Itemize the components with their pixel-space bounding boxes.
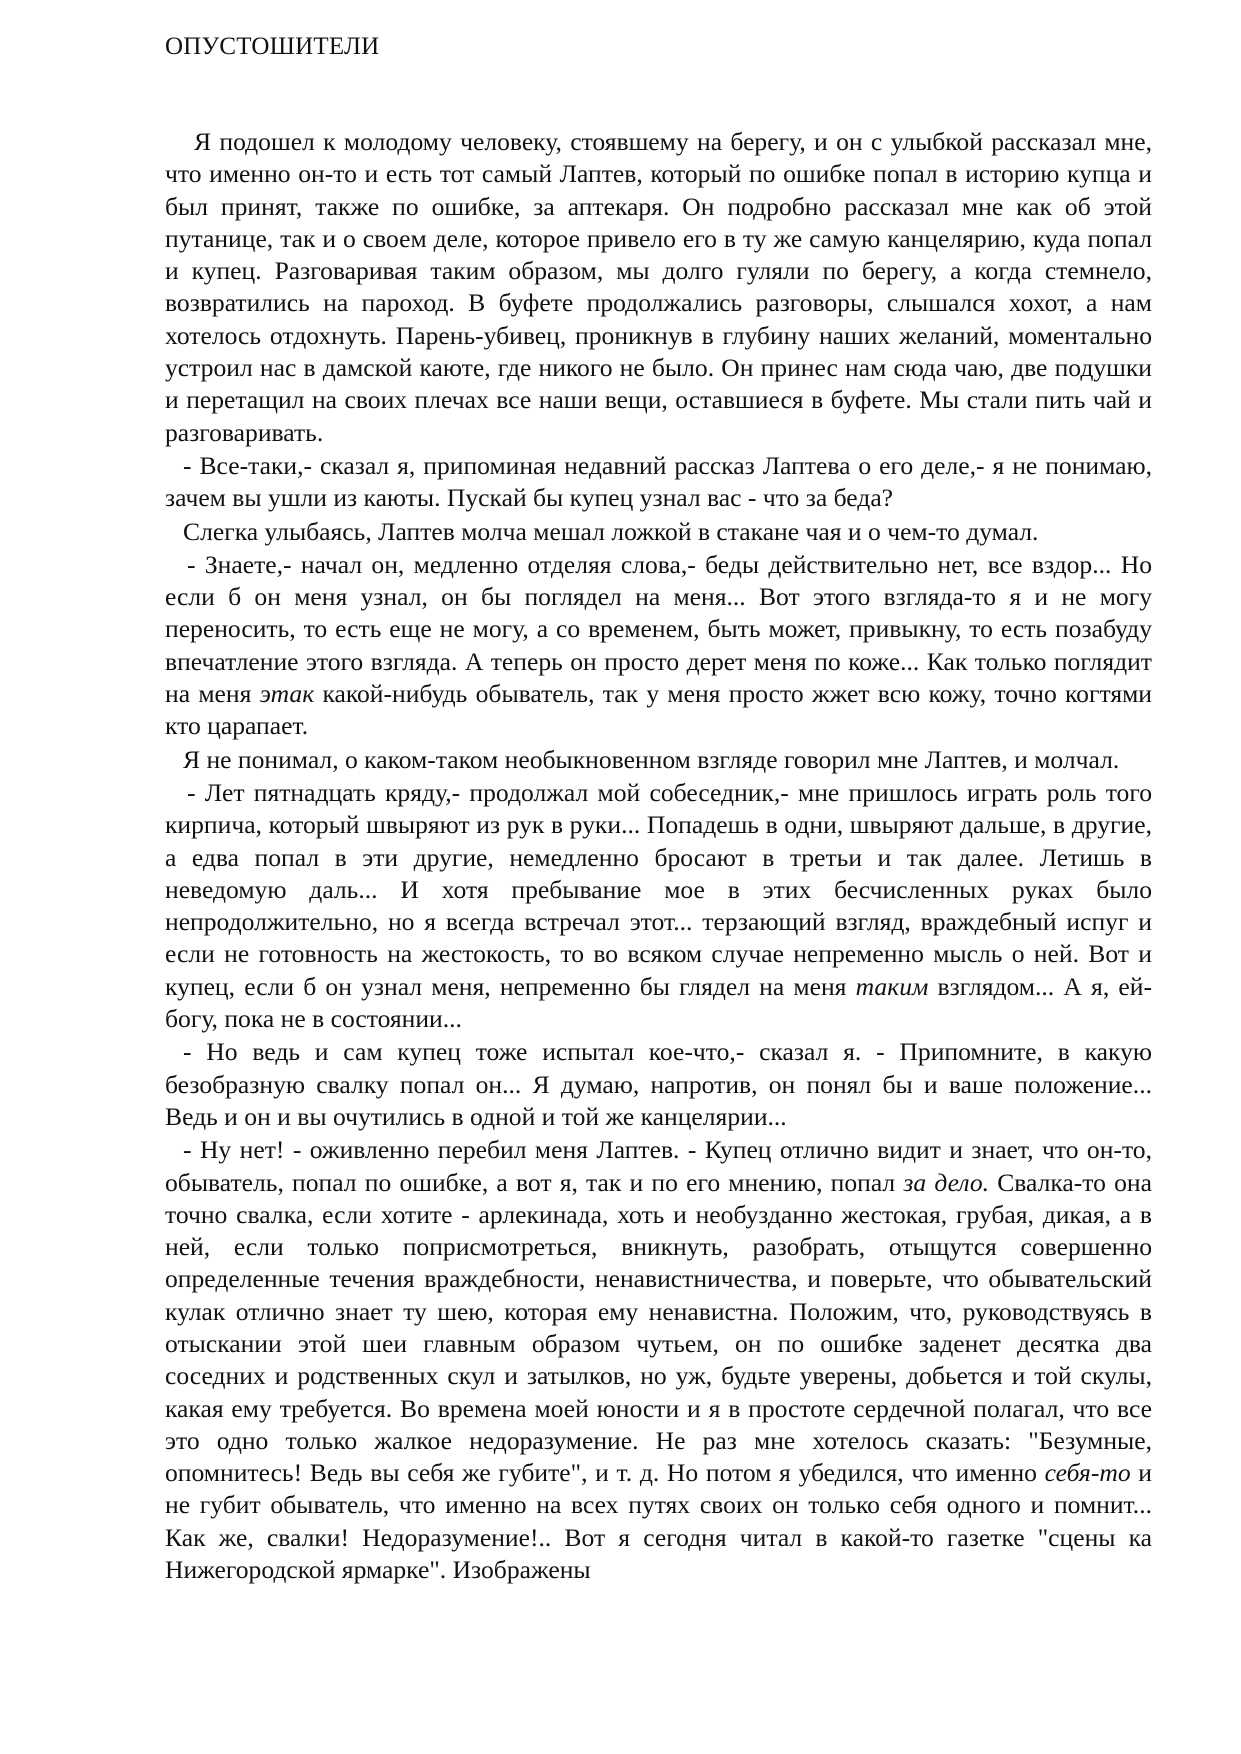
paragraph-text: - Но ведь и сам купец тоже испытал кое-что,- сказал я. - Припомните, в какую безобразную свалку попал он... Я думаю, напротив, он понял бы и ваше положение... Ведь и он и вы очутились в одной и той же канцелярии... xyxy=(165,1037,1152,1131)
body-text xyxy=(165,126,1152,1586)
paragraph-text: - Знаете,- начал он, медленно отделяя слова,- беды действительно нет, все вздор... Но если б он меня узнал, он бы поглядел на меня... Вот этого взгляда-то я и не могу переносить, то есть еще не могу, а со временем, быть может, привыкну, то есть позабуду впечатление этого взгляда. А теперь он просто дерет меня по коже... Как только поглядит на меня xyxy=(165,549,1152,709)
paragraph xyxy=(165,777,1152,1035)
paragraph-text: Я не понимал, о каком-таком необыкновенном взгляде говорил мне Лаптев, и молчал. xyxy=(183,744,1120,774)
paragraph xyxy=(165,744,1152,776)
paragraph-emphasis: за дело. xyxy=(903,1167,990,1197)
paragraph xyxy=(165,1036,1152,1133)
paragraph xyxy=(165,549,1152,743)
paragraph-text: - Лет пятнадцать кряду,- продолжал мой собеседник,- мне пришлось играть роль того кирпича, который швыряют из рук в руки... Попадешь в одни, швыряют дальше, в другие, а едва попал в эти другие, немедленно бросают в третьи и так далее. Летишь в неведомую даль... И хотя пребывание мое в этих бесчисленных руках было непродолжительно, но я всегда встречал этот... терзающий взгляд, враждебный испуг и если не готовность на жестокость, то во всяком случае непременно мысль о ней. Вот и купец, если б он узнал меня, непременно бы глядел на меня xyxy=(165,777,1152,1001)
paragraph xyxy=(165,1134,1152,1586)
paragraph xyxy=(165,126,1152,449)
paragraph xyxy=(165,450,1152,515)
paragraph-emphasis: таким xyxy=(855,971,929,1001)
paragraph-text: Свалка-то она точно свалка, если хотите - арлекинада, хоть и необузданно жестокая, грубая, дикая, а в ней, если только поприсмотреться, вникнуть, разобрать, отыщутся совершенно определенные течения враждебности, ненавистничества, и поверьте, что обывательский кулак отлично знает ту шею, которая ему ненавистна. Положим, что, руководствуясь в отыскании этой шеи главным образом чутьем, он по ошибке заденет десятка два соседних и родственных скул и затылков, но уж, будьте уверены, добьется и той скулы, какая ему требуется. Во времена моей юности и я в простоте сердечной полагал, что все это одно только жалкое недоразумение. Не раз мне хотелось сказать: "Безумные, опомнитесь! Ведь вы себя же губите", и т. д. Но потом я убедился, что именно xyxy=(165,1167,1152,1488)
paragraph-text: какой-нибудь обыватель, так у меня просто жжет всю кожу, точно когтями кто царапает. xyxy=(165,679,1152,741)
paragraph-emphasis: себя-то xyxy=(1044,1458,1131,1488)
paragraph-emphasis: этак xyxy=(259,679,315,709)
paragraph-text: и не губит обыватель, что именно на всех путях своих он только себя одного и помнит... Как же, свалки! Недоразумение!.. Вот я сегодня читал в какой-то газетке "сцены ка Нижегородской ярмарке". Изображены xyxy=(165,1458,1152,1585)
paragraph-text: - Все-таки,- сказал я, припоминая недавний рассказ Лаптева о его деле,- я не понимаю, зачем вы ушли из каюты. Пускай бы купец узнал вас - что за беда? xyxy=(165,450,1152,513)
paragraph xyxy=(165,516,1152,548)
running-title: ОПУСТОШИТЕЛИ xyxy=(165,33,380,60)
paragraph-text: взглядом... А я, ей-богу, пока не в состоянии... xyxy=(165,971,1152,1034)
paragraph-text: Я подошел к молодому человеку, стоявшему на берегу, и он с улыбкой рассказал мне, что именно он-то и есть тот самый Лаптев, который по ошибке попал в историю купца и был принят, также по ошибке, за аптекаря. Он подробно рассказал мне как об этой путанице, так и о своем деле, которое привело его в ту же самую канцелярию, куда попал и купец. Разговаривая таким образом, мы долго гуляли по берегу, а когда стемнело, возвратились на пароход. В буфете продолжались разговоры, слышался хохот, а нам хотелось отдохнуть. Парень-убивец, проникнув в глубину наших желаний, моментально устроил нас в дамской каюте, где никого не было. Он принес нам сюда чаю, две подушки и перетащил на своих плечах все наши вещи, оставшиеся в буфете. Мы стали пить чай и разговаривать. xyxy=(165,127,1152,447)
paragraph-text: - Ну нет! - оживленно перебил меня Лаптев. - Купец отлично видит и знает, что он-то, обыватель, попал по ошибке, а вот я, так и по его мнению, попал xyxy=(165,1135,1152,1197)
paragraph-text: Слегка улыбаясь, Лаптев молча мешал ложкой в стакане чая и о чем-то думал. xyxy=(183,516,1039,546)
